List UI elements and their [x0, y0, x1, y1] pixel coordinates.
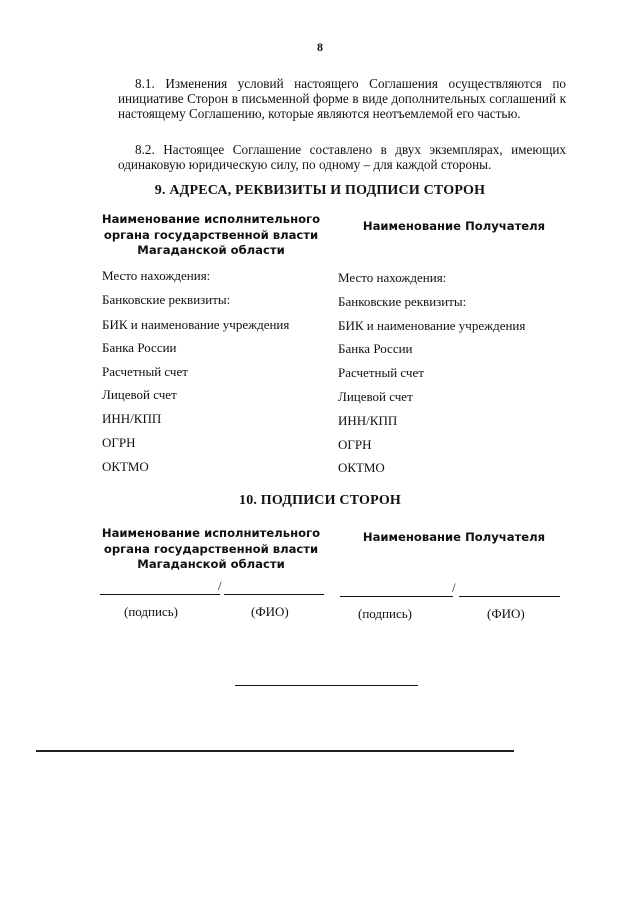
left-signature-separator: / [218, 578, 222, 593]
right-signatory-heading: Наименование Получателя [362, 530, 546, 544]
right-field-bank-of-russia: Банка России [338, 341, 413, 356]
right-field-bank-details: Банковские реквизиты: [338, 294, 467, 309]
left-field-oktmo: ОКТМО [102, 459, 149, 474]
right-signature-label: (подпись) [358, 606, 412, 621]
left-field-location: Место нахождения: [102, 268, 211, 283]
section-9-heading: 9. АДРЕСА, РЕКВИЗИТЫ И ПОДПИСИ СТОРОН [154, 183, 486, 198]
left-field-settlement-account: Расчетный счет [102, 364, 188, 379]
paragraph-8-1: 8.1. Изменения условий настоящего Соглашения осуществляются по инициативе Сторон в письменной форме в виде дополнительных соглашений к настоящему Соглашению, которые являются неотъемлемой его частью. [118, 76, 566, 121]
left-name-line [224, 594, 324, 595]
left-field-bik: БИК и наименование учреждения [102, 317, 290, 332]
right-name-label: (ФИО) [487, 606, 525, 621]
right-field-inn-kpp: ИНН/КПП [338, 413, 398, 428]
right-field-location: Место нахождения: [338, 270, 447, 285]
left-field-inn-kpp: ИНН/КПП [102, 411, 162, 426]
left-field-personal-account: Лицевой счет [102, 387, 177, 402]
right-name-line [459, 596, 560, 597]
left-field-bank-of-russia: Банка России [102, 340, 177, 355]
page-number: 8 [317, 40, 323, 54]
right-signature-line [340, 596, 453, 597]
right-party-heading: Наименование Получателя [362, 219, 546, 233]
paragraph-8-2: 8.2. Настоящее Соглашение составлено в двух экземплярах, имеющих одинаковую юридическую силу, по одному – для каждой стороны. [118, 142, 566, 172]
left-party-heading: Наименование исполнительного органа государственной власти Магаданской области [101, 212, 321, 257]
bottom-scan-rule [36, 750, 514, 752]
right-field-bik: БИК и наименование учреждения [338, 318, 526, 333]
right-field-ogrn: ОГРН [338, 437, 372, 452]
left-signatory-heading: Наименование исполнительного органа государственной власти Магаданской области [101, 526, 321, 571]
left-signature-label: (подпись) [124, 604, 178, 619]
left-signature-line [100, 594, 220, 595]
center-separator-line [235, 685, 418, 686]
right-field-personal-account: Лицевой счет [338, 389, 413, 404]
right-signature-separator: / [452, 580, 456, 595]
left-field-ogrn: ОГРН [102, 435, 136, 450]
right-field-settlement-account: Расчетный счет [338, 365, 424, 380]
right-field-oktmo: ОКТМО [338, 460, 385, 475]
left-name-label: (ФИО) [251, 604, 289, 619]
left-field-bank-details: Банковские реквизиты: [102, 292, 231, 307]
section-10-heading: 10. ПОДПИСИ СТОРОН [239, 493, 401, 508]
